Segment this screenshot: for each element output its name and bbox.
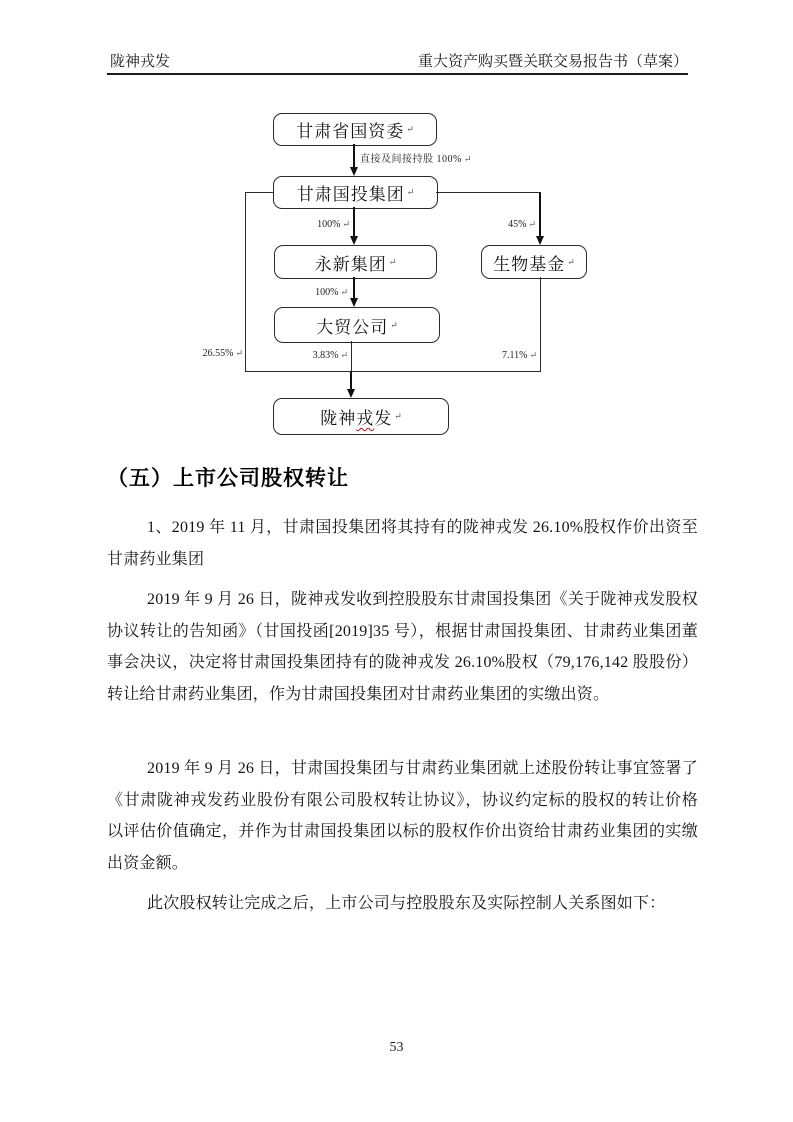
paragraph-transfer-agreement: 2019 年 9 月 26 日，甘肃国投集团与甘肃药业集团就上述股份转让事宜签署了《甘肃陇神戎发药业股份有限公司股权转让协议》，协议约定标的股权的转让价格以评估价值确定，并作为甘肃国投集团以标的股权作价出资给甘肃药业集团的实缴出资金额。 [107,760,698,873]
connector-line [351,341,352,372]
return-mark-icon: ↵ [567,256,575,267]
return-mark-icon: ↵ [388,256,397,267]
org-node-longshen-rongfa [273,398,449,435]
arrow-down-icon [350,236,358,245]
return-mark-icon: ↵ [529,350,537,360]
header-left-text: 陇神戎发 [110,54,171,70]
connector-line [436,192,541,193]
connector-line [539,192,541,237]
return-mark-icon: ↵ [528,219,536,229]
connector-line [350,371,352,390]
connector-line [353,144,355,168]
paragraph-equity-contribution: 1、2019 年 11 月，甘肃国投集团将其持有的陇神戎发 26.10%股权作价出资至甘肃药业集团 [107,519,698,568]
org-node-label: 大贸公司 [316,317,389,337]
org-node-label: 发 [374,409,393,428]
ownership-percentage-label: 100% ↵ [317,219,350,230]
return-mark-icon: ↵ [463,154,472,164]
org-node-label: 甘肃省国资委 [296,122,405,141]
ownership-percentage-label: 3.83% ↵ [312,350,348,361]
ownership-percentage-label: 100% ↵ [315,287,348,298]
org-node-biotech-fund [481,245,587,279]
connector-line [353,207,355,237]
arrow-down-icon [347,389,355,398]
return-mark-icon: ↵ [394,411,402,421]
connector-line [245,192,246,372]
section-heading: （五）上市公司股权转让 [107,467,349,490]
ownership-percentage-label: 26.55% ↵ [202,348,243,359]
org-node-damao-company [274,307,440,343]
arrow-down-icon [536,236,544,245]
page-header [107,48,688,75]
return-mark-icon: ↵ [406,187,415,197]
page-number: 53 [389,1040,404,1055]
return-mark-icon: ↵ [340,350,348,360]
edge-label-direct-indirect: 直接及间接持股 100% ↵ [360,154,472,165]
org-node-gansu-sasac [273,113,437,146]
connector-line [540,277,541,372]
ownership-percentage-label: 45% ↵ [508,219,536,230]
org-node-label: 陇神 [320,409,357,428]
paragraph-relationship-chart-intro: 此次股权转让完成之后，上市公司与控股股东及实际控制人关系图如下： [147,895,666,912]
return-mark-icon: ↵ [342,219,350,229]
org-node-yongxin-group [274,245,437,279]
return-mark-icon: ↵ [340,287,348,297]
arrow-down-icon [350,298,358,307]
ownership-percentage-label: 7.11% ↵ [501,350,537,361]
org-node-label: 永新集团 [314,254,387,274]
spellcheck-underline: 戎 [356,409,375,428]
org-node-label: 生物基金 [493,254,566,274]
connector-line [353,277,355,299]
return-mark-icon: ↵ [235,348,243,358]
header-right-text: 重大资产购买暨关联交易报告书（草案） [417,54,688,70]
arrow-down-icon [350,167,358,176]
return-mark-icon: ↵ [406,124,414,134]
return-mark-icon: ↵ [390,319,398,330]
connector-line [245,371,541,372]
org-node-label: 甘肃国投集团 [296,185,405,204]
connector-line [245,192,273,193]
paragraph-notice-letter: 2019 年 9 月 26 日，陇神戎发收到控股股东甘肃国投集团《关于陇神戎发股权协议转让的告知函》（甘国投函[2019]35 号），根据甘肃国投集团、甘肃药业集团董事会决议，决定将甘肃国投集团持有的陇神戎发 26.10%股权（79,176,142 股股份）转让给甘肃药业集团，作为甘肃国投集团对甘肃药业集团的实缴出资。 [107,591,698,704]
org-node-gansu-guotou-group [273,176,438,209]
